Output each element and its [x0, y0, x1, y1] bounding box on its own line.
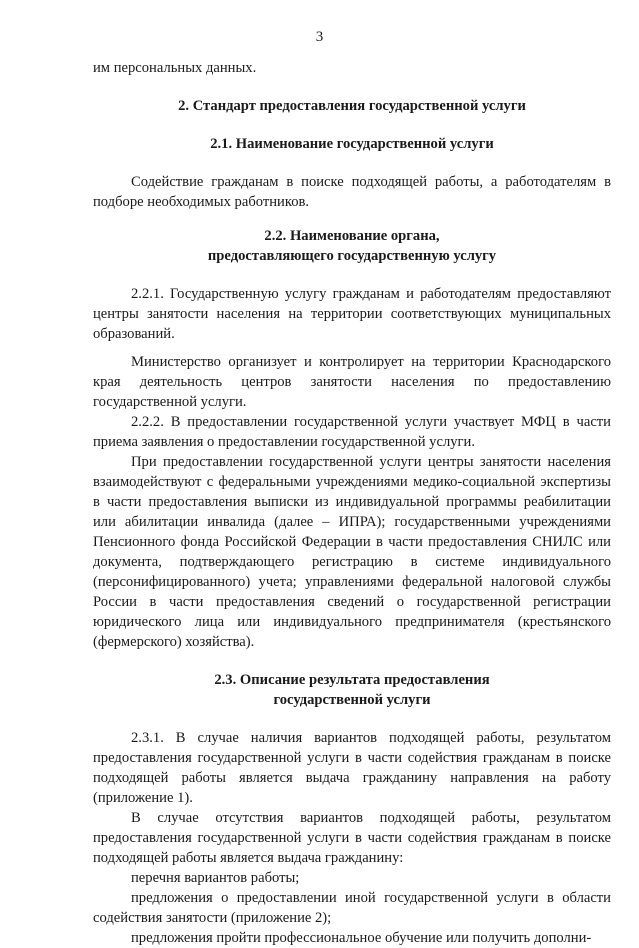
section-2-3-title-line2: государственной услуги [273, 692, 431, 708]
section-2-heading [93, 96, 611, 116]
paragraph-2-3-1: 2.3.1. В случае наличия вариантов подходящей работы, результатом предоставления государственной услуги в части содействия гражданам в поиске подходящей работы является выдача гражданину направления на работу (приложение 1). [93, 730, 611, 806]
paragraph-2-2-1: 2.2.1. Государственную услугу гражданам и работодателям предоставляют центры занятости населения на территории соответствующих муниципальных образований. [93, 286, 611, 342]
section-2-1-text: Содействие гражданам в поиске подходящей работы, а работодателям в подборе необходимых работников. [93, 174, 611, 210]
list-item-other-service: предложения о предоставлении иной государственной услуги в области содействия занятости (приложение 2); [93, 890, 611, 926]
section-2-3-title-line1: 2.3. Описание результата предоставления [214, 672, 490, 688]
paragraph-ministry: Министерство организует и контролирует на территории Краснодарского края деятельность центров занятости населения по предоставлению государственной услуги. [93, 354, 611, 410]
list-item-work-options: перечня вариантов работы; [131, 870, 300, 886]
section-2-title: 2. Стандарт предоставления государственной услуги [178, 98, 526, 114]
page-number: 3 [315, 29, 324, 45]
paragraph-2-2-2: 2.2.2. В предоставлении государственной услуги участвует МФЦ в части приема заявления о предоставлении государственной услуги. [93, 414, 611, 450]
section-2-2-title-line2: предоставляющего государственную услугу [207, 248, 497, 264]
section-2-1-title: 2.1. Наименование государственной услуги [210, 136, 494, 152]
section-2-2-heading [93, 226, 611, 266]
intro-fragment: им персональных данных. [93, 60, 257, 76]
section-2-2-title-line1: 2.2. Наименование органа, [264, 228, 440, 244]
paragraph-interaction: При предоставлении государственной услуги центры занятости населения взаимодействуют с федеральными учреждениями медико-социальной экспертизы в части предоставления выписки из индивидуальной программы реабилитации или абилитации инвалида (далее – ИПРА); государственными учреждениями Пенсионного фонда Российской Федерации в части предоставления СНИЛС или документа, подтверждающего регистрацию в системе индивидуального (персонифицированного) учета; управлениями федеральной налоговой службы России в части предоставления сведений о государственной регистрации юридического лица или индивидуального предпринимателя (крестьянского (фермерского) хозяйства). [93, 454, 611, 650]
list-item-training: предложения пройти профессиональное обучение или получить дополни- [131, 930, 592, 946]
document-body [93, 58, 611, 948]
paragraph-no-vacancies: В случае отсутствия вариантов подходящей работы, результатом предоставления государственной услуги в части содействия гражданам в поиске подходящей работы является выдача гражданину: [93, 810, 611, 866]
section-2-3-heading [93, 670, 611, 710]
section-2-1-heading [93, 134, 611, 154]
